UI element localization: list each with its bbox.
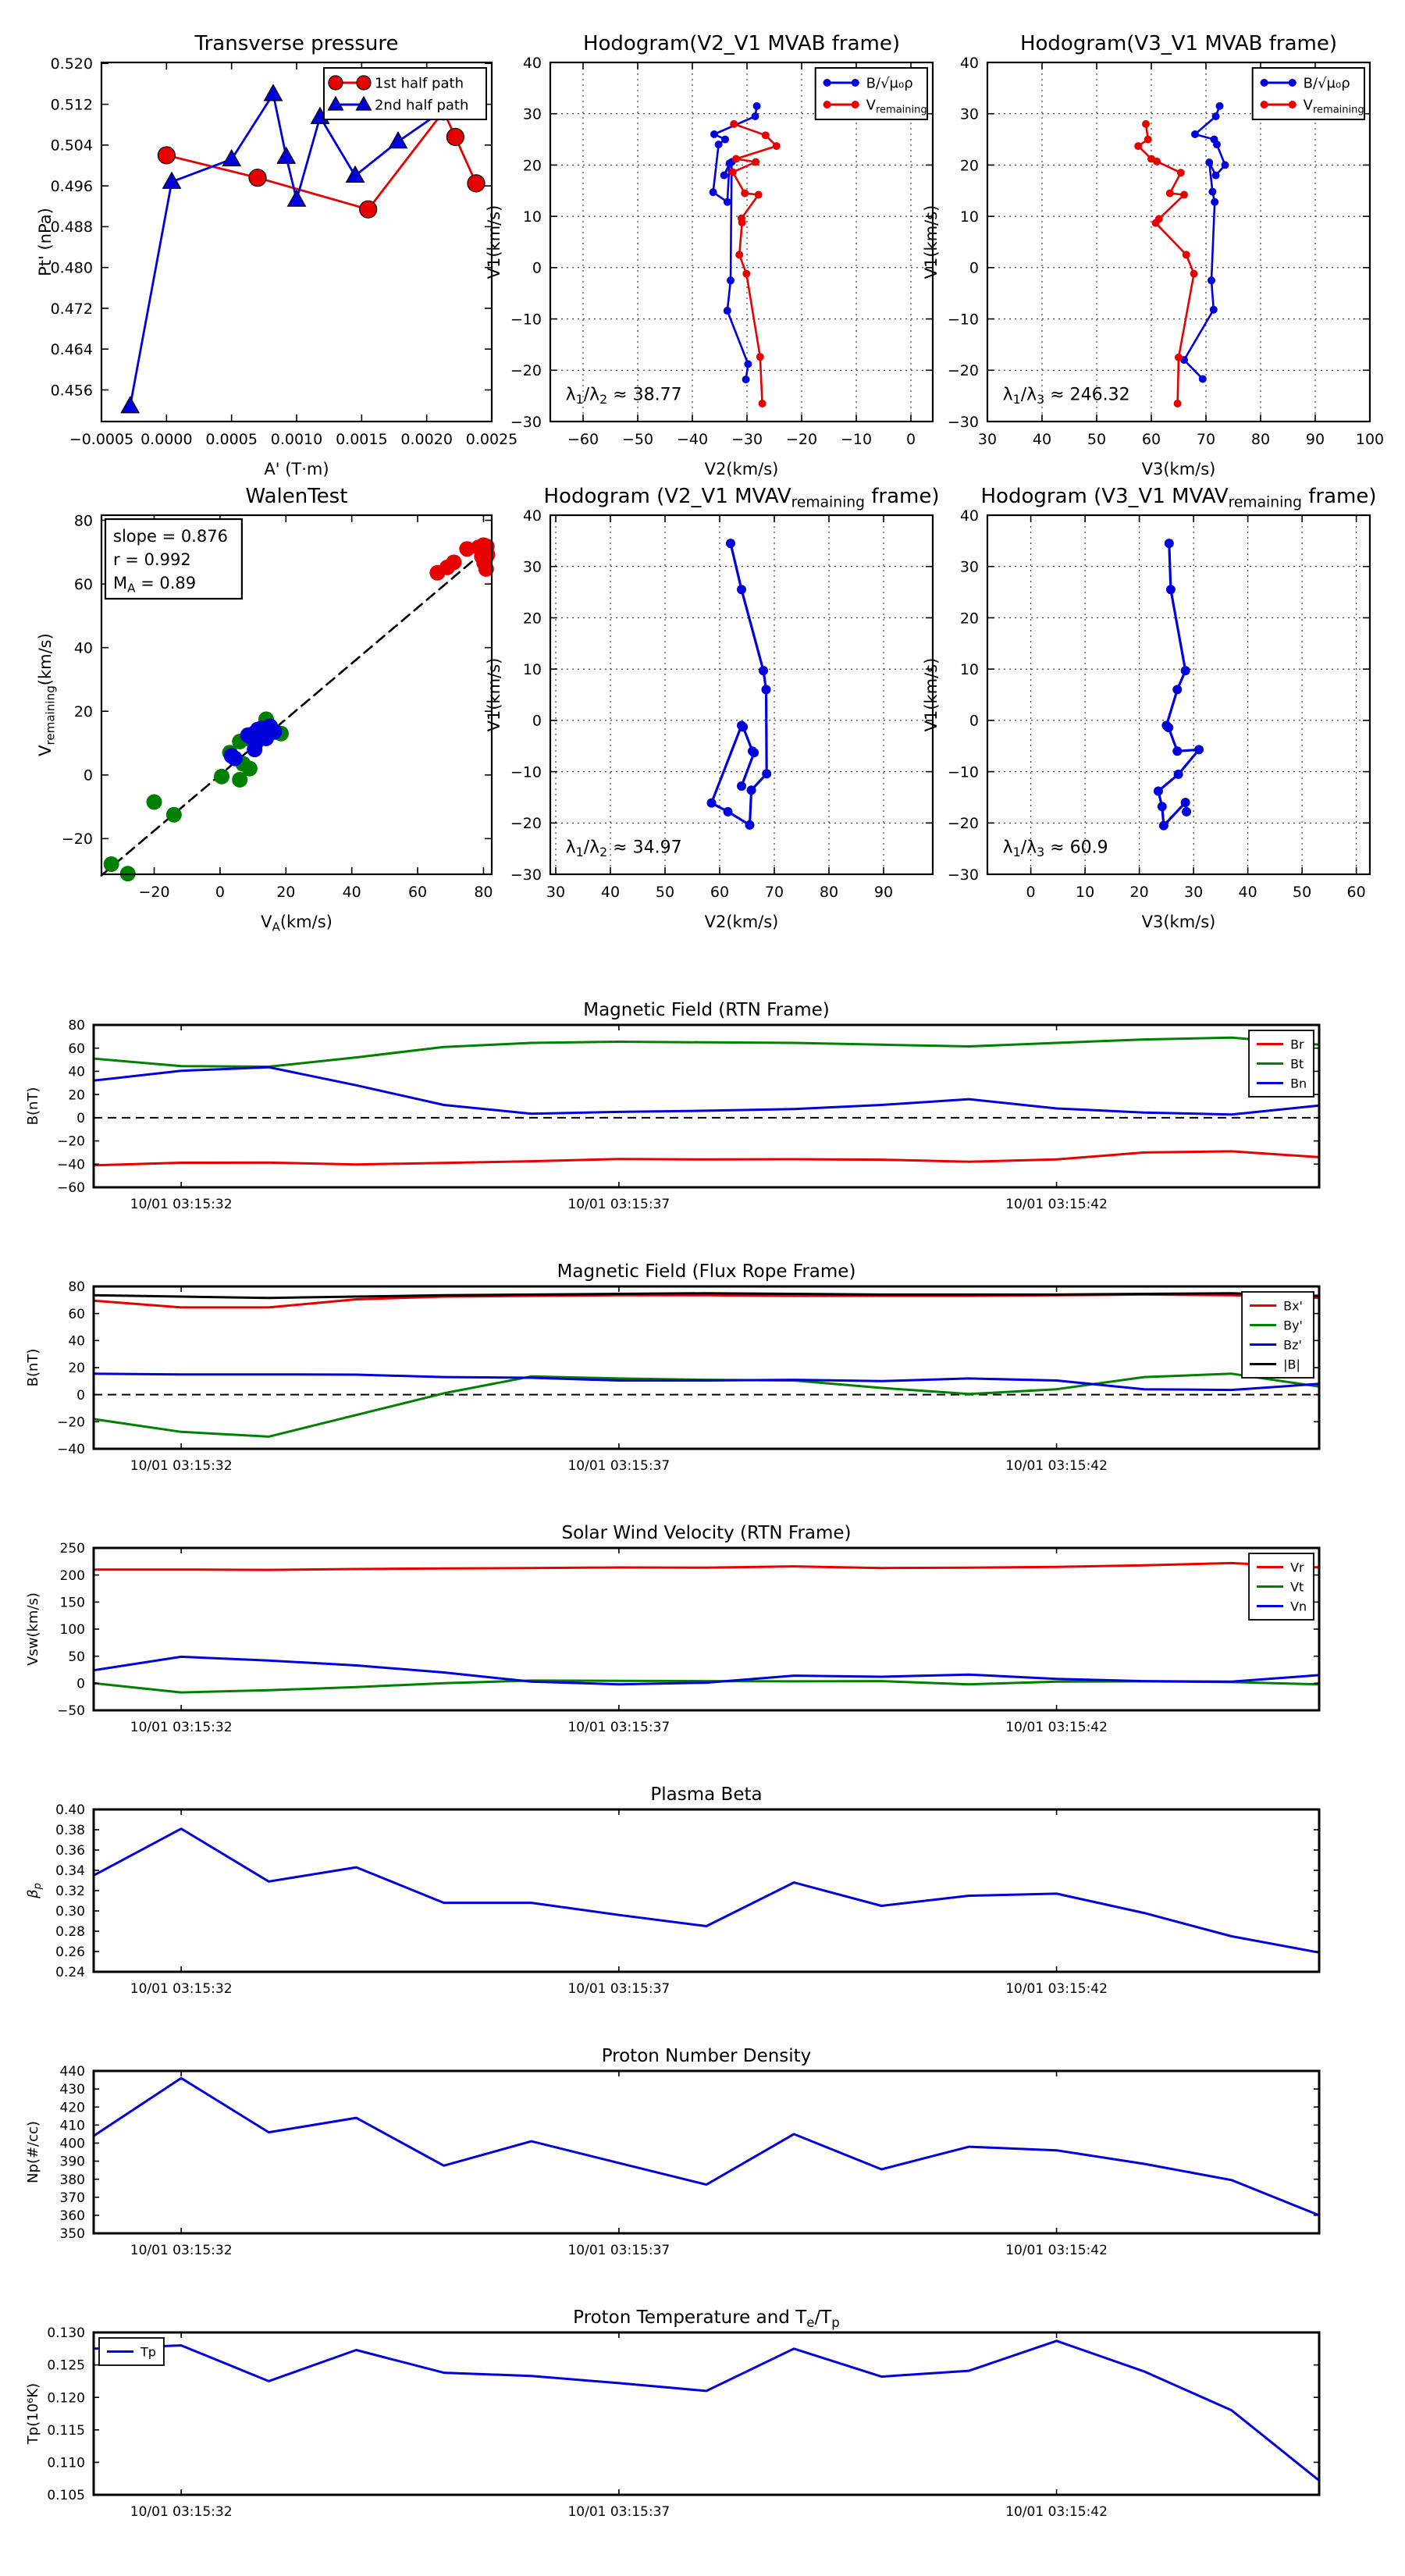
- mag-fluxrope-ytick-label: 40: [68, 1333, 85, 1350]
- hodogram-v2v1-mvav-ytick-label: −10: [510, 763, 542, 781]
- proton-temp-xtick-label: 10/01 03:15:32: [130, 2504, 233, 2520]
- proton-temp-ytick-label: 0.120: [47, 2390, 85, 2407]
- hodogram-v3v1-mvab-legend-label: B/√μ₀ρ: [1303, 75, 1350, 92]
- mag-rtn-title: Magnetic Field (RTN Frame): [583, 1000, 830, 1020]
- mag-rtn-ytick-label: −40: [57, 1157, 85, 1173]
- hodogram-v2v1-mvab-xtick-label: −50: [621, 431, 654, 448]
- proton-temp-series-Tp: [94, 2341, 1319, 2481]
- transverse-pressure-legend-label: 1st half path: [374, 75, 464, 92]
- hodogram-v3v1-mvab-ytick-label: 30: [959, 105, 979, 123]
- transverse-pressure-xtick-label: −0.0005: [69, 431, 134, 448]
- panel-proton-temp: [16, 2300, 1350, 2540]
- hodogram-v2v1-mvab-title: Hodogram(V2_V1 MVAB frame): [582, 32, 901, 55]
- hodogram-v2v1-mvab-ytick-label: 20: [522, 157, 542, 175]
- proton-density-ytick-label: 370: [59, 2190, 85, 2206]
- hodogram-v2v1-mvab-legend-label: $V_{remaining}$: [866, 97, 927, 116]
- transverse-pressure-ytick-label: 0.456: [50, 382, 93, 400]
- hodogram-v2v1-mvav-xtick-label: 60: [710, 884, 730, 901]
- panel-walen-test: [27, 475, 511, 935]
- transverse-pressure-ytick-label: 0.480: [50, 259, 93, 277]
- walen-test-xtick-label: 40: [342, 884, 361, 901]
- hodogram-v2v1-mvav-ytick-label: 30: [522, 558, 542, 576]
- transverse-pressure-xtick-label: 0.0005: [205, 431, 258, 448]
- hodogram-v2v1-mvab-ytick-label: −10: [510, 311, 542, 329]
- plasma-beta-ytick-label: 0.28: [55, 1924, 85, 1941]
- mag-rtn-legend-label: Bn: [1290, 1076, 1307, 1091]
- walen-test-xtick-label: 60: [407, 884, 428, 901]
- vel-rtn-ytick-label: 0: [76, 1676, 85, 1692]
- hodogram-v3v1-mvav-ytick-label: 40: [959, 507, 979, 525]
- mag-rtn-series-Bt: [94, 1037, 1319, 1066]
- walen-test-xtick-label: 0: [215, 884, 225, 901]
- hodogram-v3v1-mvab-xlabel: V3(km/s): [1141, 460, 1216, 479]
- mag-rtn-ytick-label: 40: [68, 1064, 85, 1080]
- hodogram-v2v1-mvav-ytick-label: 40: [522, 507, 542, 525]
- proton-density-xtick-label: 10/01 03:15:42: [1005, 2243, 1108, 2258]
- vel-rtn-ytick-label: 100: [59, 1622, 85, 1638]
- vel-rtn-xtick-label: 10/01 03:15:32: [130, 1720, 233, 1735]
- proton-density-title: Proton Number Density: [601, 2046, 812, 2066]
- hodogram-v2v1-mvab-ytick-label: 40: [522, 54, 542, 72]
- hodogram-v2v1-mvab-ytick-label: 0: [532, 259, 542, 277]
- mag-fluxrope-series-By-prime: [94, 1374, 1319, 1437]
- transverse-pressure-xlabel: A' (T·m): [264, 460, 329, 479]
- hodogram-v3v1-mvab-annotation: $\lambda_1/\lambda_3 \approx 246.32$: [1002, 385, 1130, 407]
- proton-temp-ytick-label: 0.110: [47, 2455, 85, 2471]
- proton-temp-xtick-label: 10/01 03:15:42: [1005, 2504, 1108, 2520]
- mag-fluxrope-legend-label: By': [1283, 1318, 1303, 1333]
- mag-rtn-ytick-label: 0: [76, 1110, 85, 1126]
- proton-density-ytick-label: 430: [59, 2082, 85, 2098]
- proton-temp-ytick-label: 0.130: [47, 2325, 85, 2342]
- hodogram-v3v1-mvav-series-V-hodogram: [1158, 543, 1199, 826]
- proton-temp-title: Proton Temperature and $T_e/T_p$: [573, 2307, 840, 2331]
- transverse-pressure-xtick-label: 0.0010: [270, 431, 323, 448]
- proton-density-ytick-label: 400: [59, 2136, 85, 2152]
- panel-vel-rtn: [16, 1515, 1350, 1756]
- hodogram-v3v1-mvav-xlabel: V3(km/s): [1141, 913, 1216, 931]
- hodogram-v2v1-mvab-xtick-label: 0: [905, 431, 916, 448]
- hodogram-v3v1-mvab-ytick-label: 40: [959, 54, 979, 72]
- hodogram-v2v1-mvav-xtick-label: 30: [546, 884, 566, 901]
- walen-test-stats-line: $M_A = 0.89$: [113, 574, 197, 596]
- hodogram-v3v1-mvav-ylabel: V1(km/s): [922, 657, 941, 732]
- mag-fluxrope-axes-frame: [94, 1286, 1319, 1449]
- hodogram-v3v1-mvav-ytick-label: −20: [947, 815, 979, 833]
- hodogram-v2v1-mvab-xtick-label: −60: [567, 431, 599, 448]
- mag-rtn-series-Bn: [94, 1067, 1319, 1115]
- panel-hodogram-v3v1-mvab: [913, 22, 1389, 482]
- hodogram-v2v1-mvab-legend-label: B/√μ₀ρ: [866, 75, 913, 92]
- proton-density-ytick-label: 350: [59, 2226, 85, 2243]
- walen-test-ytick-label: −20: [61, 831, 93, 849]
- transverse-pressure-xtick-label: 0.0025: [465, 431, 518, 448]
- transverse-pressure-ytick-label: 0.520: [50, 55, 93, 73]
- hodogram-v3v1-mvab-legend-label: $V_{remaining}$: [1303, 97, 1364, 116]
- panel-hodogram-v3v1-mvav: [913, 475, 1389, 935]
- proton-density-xtick-label: 10/01 03:15:37: [567, 2243, 670, 2258]
- hodogram-v3v1-mvav-xtick-label: 10: [1076, 884, 1095, 901]
- vel-rtn-ytick-label: 50: [68, 1649, 85, 1665]
- hodogram-v2v1-mvav-xtick-label: 70: [764, 884, 784, 901]
- hodogram-v3v1-mvab-xtick-label: 40: [1032, 431, 1052, 448]
- hodogram-v2v1-mvab-xlabel: V2(km/s): [704, 460, 779, 479]
- vel-rtn-axes-frame: [94, 1548, 1319, 1710]
- walen-test-ytick-label: 80: [73, 512, 93, 530]
- transverse-pressure-ylabel: Pt' (nPa): [36, 208, 55, 276]
- transverse-pressure-ytick-label: 0.472: [50, 300, 93, 318]
- hodogram-v3v1-mvab-ytick-label: −20: [947, 362, 979, 380]
- mag-fluxrope-ytick-label: 0: [76, 1387, 85, 1404]
- panel-hodogram-v2v1-mvab: [476, 22, 952, 482]
- hodogram-v2v1-mvav-xlabel: V2(km/s): [704, 913, 779, 931]
- panel-mag-rtn: [16, 992, 1350, 1233]
- walen-test-title: WalenTest: [245, 485, 348, 508]
- walen-test-xtick-label: 80: [474, 884, 493, 901]
- plasma-beta-xtick-label: 10/01 03:15:37: [567, 1981, 670, 1997]
- panel-proton-density: [16, 2038, 1350, 2279]
- hodogram-v3v1-mvav-xtick-label: 40: [1238, 884, 1257, 901]
- hodogram-v2v1-mvav-xtick-label: 40: [600, 884, 621, 901]
- proton-density-ytick-label: 420: [59, 2100, 85, 2116]
- hodogram-v2v1-mvab-xtick-label: −30: [731, 431, 763, 448]
- hodogram-v3v1-mvav-axes-frame: [987, 515, 1370, 874]
- mag-rtn-legend-label: Bt: [1290, 1056, 1304, 1072]
- proton-density-xtick-label: 10/01 03:15:32: [130, 2243, 233, 2258]
- vel-rtn-legend-label: Vr: [1290, 1560, 1304, 1575]
- mag-fluxrope-ytick-label: −20: [57, 1414, 85, 1431]
- proton-density-ytick-label: 390: [59, 2154, 85, 2170]
- proton-density-ytick-label: 410: [59, 2118, 85, 2134]
- hodogram-v2v1-mvab-ytick-label: −20: [510, 362, 542, 380]
- transverse-pressure-ytick-label: 0.496: [50, 177, 93, 195]
- hodogram-v2v1-mvav-annotation: $\lambda_1/\lambda_2 \approx 34.97$: [565, 838, 682, 860]
- transverse-pressure-xtick-label: 0.0020: [400, 431, 453, 448]
- mag-fluxrope-legend-label: |B|: [1283, 1357, 1300, 1372]
- plasma-beta-ytick-label: 0.34: [55, 1863, 85, 1880]
- vel-rtn-ylabel: Vsw(km/s): [25, 1592, 41, 1666]
- hodogram-v3v1-mvav-ytick-label: −30: [947, 866, 979, 884]
- mag-rtn-xtick-label: 10/01 03:15:32: [130, 1197, 233, 1212]
- mag-rtn-ytick-label: 60: [68, 1041, 85, 1057]
- hodogram-v3v1-mvav-xtick-label: 50: [1293, 884, 1312, 901]
- mag-rtn-legend-label: Br: [1290, 1037, 1304, 1052]
- plasma-beta-ytick-label: 0.24: [55, 1965, 85, 1981]
- proton-temp-axes-frame: [94, 2332, 1319, 2495]
- hodogram-v2v1-mvav-ylabel: V1(km/s): [485, 657, 503, 732]
- hodogram-v2v1-mvab-series-V-remaining: [733, 124, 777, 404]
- plasma-beta-xtick-label: 10/01 03:15:42: [1005, 1981, 1108, 1997]
- mag-fluxrope-ytick-label: −40: [57, 1442, 85, 1458]
- mag-fluxrope-xtick-label: 10/01 03:15:37: [567, 1458, 670, 1474]
- hodogram-v3v1-mvab-title: Hodogram(V3_V1 MVAB frame): [1019, 32, 1338, 55]
- hodogram-v2v1-mvab-xtick-label: −40: [676, 431, 709, 448]
- plasma-beta-series-beta-p: [94, 1829, 1319, 1953]
- mag-rtn-ytick-label: 20: [68, 1087, 85, 1104]
- hodogram-v3v1-mvav-title: Hodogram (V3_V1 $MVAV_{remaining}$ frame): [980, 485, 1377, 511]
- mag-fluxrope-legend-label: Bz': [1283, 1337, 1302, 1353]
- vel-rtn-ytick-label: 200: [59, 1567, 85, 1584]
- vel-rtn-xtick-label: 10/01 03:15:37: [567, 1720, 670, 1735]
- hodogram-v2v1-mvav-xtick-label: 80: [819, 884, 839, 901]
- hodogram-v3v1-mvav-xtick-label: 0: [1026, 884, 1036, 901]
- plasma-beta-xtick-label: 10/01 03:15:32: [130, 1981, 233, 1997]
- hodogram-v3v1-mvav-ytick-label: 10: [959, 660, 979, 678]
- transverse-pressure-title: Transverse pressure: [194, 32, 399, 55]
- mag-rtn-ytick-label: −60: [57, 1180, 85, 1197]
- hodogram-v3v1-mvav-xtick-label: 20: [1129, 884, 1149, 901]
- plasma-beta-title: Plasma Beta: [650, 1784, 763, 1805]
- mag-rtn-ylabel: B(nT): [25, 1087, 41, 1126]
- hodogram-v3v1-mvav-ytick-label: 20: [959, 610, 979, 628]
- hodogram-v2v1-mvab-ytick-label: −30: [510, 413, 542, 431]
- mag-fluxrope-ylabel: B(nT): [25, 1348, 41, 1387]
- hodogram-v2v1-mvab-xtick-label: −10: [840, 431, 873, 448]
- vel-rtn-ytick-label: 150: [59, 1595, 85, 1611]
- mag-fluxrope-ytick-label: 60: [68, 1306, 85, 1322]
- proton-temp-xtick-label: 10/01 03:15:37: [567, 2504, 670, 2520]
- walen-test-ytick-label: 60: [73, 575, 93, 593]
- mag-fluxrope-title: Magnetic Field (Flux Rope Frame): [557, 1261, 856, 1282]
- vel-rtn-series-Vr: [94, 1563, 1319, 1570]
- proton-density-ytick-label: 360: [59, 2208, 85, 2225]
- mag-fluxrope-series-Bx-prime: [94, 1294, 1319, 1308]
- walen-test-xlabel: $V_A(km/s)$: [261, 913, 333, 934]
- panel-plasma-beta: [16, 1777, 1350, 2017]
- transverse-pressure-ytick-label: 0.504: [50, 137, 93, 155]
- walen-test-stats-line: slope = 0.876: [113, 527, 228, 546]
- proton-density-ytick-label: 380: [59, 2172, 85, 2188]
- plasma-beta-ytick-label: 0.32: [55, 1884, 85, 1900]
- hodogram-v3v1-mvab-ytick-label: 0: [969, 259, 979, 277]
- hodogram-v3v1-mvab-xtick-label: 60: [1141, 431, 1161, 448]
- panel-transverse-pressure: [27, 22, 518, 482]
- plasma-beta-ytick-label: 0.36: [55, 1843, 85, 1859]
- hodogram-v3v1-mvab-ytick-label: −10: [947, 311, 979, 329]
- hodogram-v2v1-mvab-ylabel: V1(km/s): [485, 205, 503, 279]
- mag-fluxrope-legend-label: Bx': [1283, 1298, 1303, 1314]
- vel-rtn-xtick-label: 10/01 03:15:42: [1005, 1720, 1108, 1735]
- hodogram-v2v1-mvab-annotation: $\lambda_1/\lambda_2 \approx 38.77$: [565, 385, 682, 407]
- hodogram-v2v1-mvav-ytick-label: 20: [522, 610, 542, 628]
- plasma-beta-ytick-label: 0.40: [55, 1802, 85, 1819]
- hodogram-v2v1-mvav-xtick-label: 50: [655, 884, 675, 901]
- vel-rtn-title: Solar Wind Velocity (RTN Frame): [561, 1523, 852, 1543]
- hodogram-v3v1-mvab-xtick-label: 30: [977, 431, 998, 448]
- hodogram-v3v1-mvav-ytick-label: 30: [959, 558, 979, 576]
- walen-test-xtick-label: 20: [276, 884, 296, 901]
- hodogram-v2v1-mvav-ytick-label: 0: [532, 712, 542, 730]
- hodogram-v2v1-mvav-ytick-label: −30: [510, 866, 542, 884]
- transverse-pressure-legend-label: 2nd half path: [374, 97, 469, 114]
- proton-temp-legend-label: Tp: [140, 2344, 156, 2360]
- proton-temp-ylabel: Tp(10⁶K): [25, 2382, 41, 2445]
- mag-fluxrope-ytick-label: 20: [68, 1361, 85, 1377]
- hodogram-v2v1-mvab-ytick-label: 30: [522, 105, 542, 123]
- plasma-beta-ytick-label: 0.38: [55, 1823, 85, 1839]
- hodogram-v3v1-mvab-ylabel: V1(km/s): [922, 205, 941, 279]
- proton-temp-ytick-label: 0.115: [47, 2422, 85, 2439]
- mag-rtn-ytick-label: 80: [68, 1018, 85, 1034]
- hodogram-v2v1-mvab-xtick-label: −20: [785, 431, 818, 448]
- proton-density-axes-frame: [94, 2071, 1319, 2233]
- hodogram-v2v1-mvav-title: Hodogram (V2_V1 $MVAV_{remaining}$ frame): [543, 485, 940, 511]
- hodogram-v3v1-mvav-ytick-label: 0: [969, 712, 979, 730]
- transverse-pressure-ytick-label: 0.512: [50, 96, 93, 114]
- hodogram-v2v1-mvav-ytick-label: −20: [510, 815, 542, 833]
- mag-fluxrope-xtick-label: 10/01 03:15:32: [130, 1458, 233, 1474]
- vel-rtn-ytick-label: 250: [59, 1541, 85, 1557]
- walen-test-ytick-label: 20: [73, 703, 93, 721]
- hodogram-v3v1-mvab-xtick-label: 90: [1305, 431, 1325, 448]
- walen-test-stats-line: r = 0.992: [113, 550, 191, 569]
- hodogram-v3v1-mvab-ytick-label: 20: [959, 157, 979, 175]
- hodogram-v3v1-mvab-xtick-label: 100: [1355, 431, 1385, 448]
- proton-density-ytick-label: 440: [59, 2064, 85, 2080]
- plasma-beta-ytick-label: 0.30: [55, 1904, 85, 1920]
- hodogram-v3v1-mvav-xtick-label: 30: [1184, 884, 1204, 901]
- vel-rtn-legend-label: Vn: [1290, 1599, 1307, 1614]
- transverse-pressure-xtick-label: 0.0000: [140, 431, 193, 448]
- hodogram-v2v1-mvab-ytick-label: 10: [522, 208, 542, 226]
- transverse-pressure-ytick-label: 0.464: [50, 341, 93, 359]
- proton-density-series-Np: [94, 2078, 1319, 2215]
- hodogram-v2v1-mvav-xtick-label: 90: [873, 884, 894, 901]
- vel-rtn-ytick-label: −50: [57, 1703, 85, 1720]
- transverse-pressure-series-1st half path: [166, 112, 476, 210]
- hodogram-v3v1-mvab-xtick-label: 80: [1250, 431, 1271, 448]
- hodogram-v3v1-mvab-xtick-label: 70: [1196, 431, 1216, 448]
- mag-rtn-xtick-label: 10/01 03:15:42: [1005, 1197, 1108, 1212]
- hodogram-v3v1-mvav-ytick-label: −10: [947, 763, 979, 781]
- hodogram-v3v1-mvab-ytick-label: 10: [959, 208, 979, 226]
- mag-fluxrope-xtick-label: 10/01 03:15:42: [1005, 1458, 1108, 1474]
- transverse-pressure-xtick-label: 0.0015: [336, 431, 388, 448]
- walen-test-ylabel: $V_{remaining}(km/s)$: [36, 633, 58, 756]
- transverse-pressure-ytick-label: 0.488: [50, 219, 93, 237]
- hodogram-v3v1-mvab-ytick-label: −30: [947, 413, 979, 431]
- walen-test-ytick-label: 0: [83, 767, 93, 785]
- mag-rtn-ytick-label: −20: [57, 1133, 85, 1150]
- hodogram-v3v1-mvav-annotation: $\lambda_1/\lambda_3 \approx 60.9$: [1002, 838, 1108, 860]
- vel-rtn-legend-label: Vt: [1290, 1579, 1304, 1595]
- panel-hodogram-v2v1-mvav: [476, 475, 952, 935]
- walen-test-ytick-label: 40: [73, 639, 93, 657]
- hodogram-v3v1-mvab-xtick-label: 50: [1087, 431, 1107, 448]
- mag-rtn-xtick-label: 10/01 03:15:37: [567, 1197, 670, 1212]
- mag-rtn-series-Br: [94, 1151, 1319, 1165]
- mag-fluxrope-ytick-label: 80: [68, 1279, 85, 1296]
- plasma-beta-ytick-label: 0.26: [55, 1944, 85, 1961]
- walen-test-xtick-label: −20: [138, 884, 170, 901]
- hodogram-v3v1-mvav-xtick-label: 60: [1346, 884, 1366, 901]
- panel-mag-fluxrope: [16, 1254, 1350, 1494]
- proton-temp-ytick-label: 0.125: [47, 2357, 85, 2374]
- plasma-beta-ylabel: $\beta_p$: [25, 1883, 44, 1898]
- proton-density-ylabel: Np(#/cc): [25, 2121, 41, 2183]
- hodogram-v2v1-mvav-ytick-label: 10: [522, 660, 542, 678]
- mag-fluxrope-series-Bz-prime: [94, 1374, 1319, 1390]
- plasma-beta-axes-frame: [94, 1809, 1319, 1972]
- proton-temp-ytick-label: 0.105: [47, 2488, 85, 2504]
